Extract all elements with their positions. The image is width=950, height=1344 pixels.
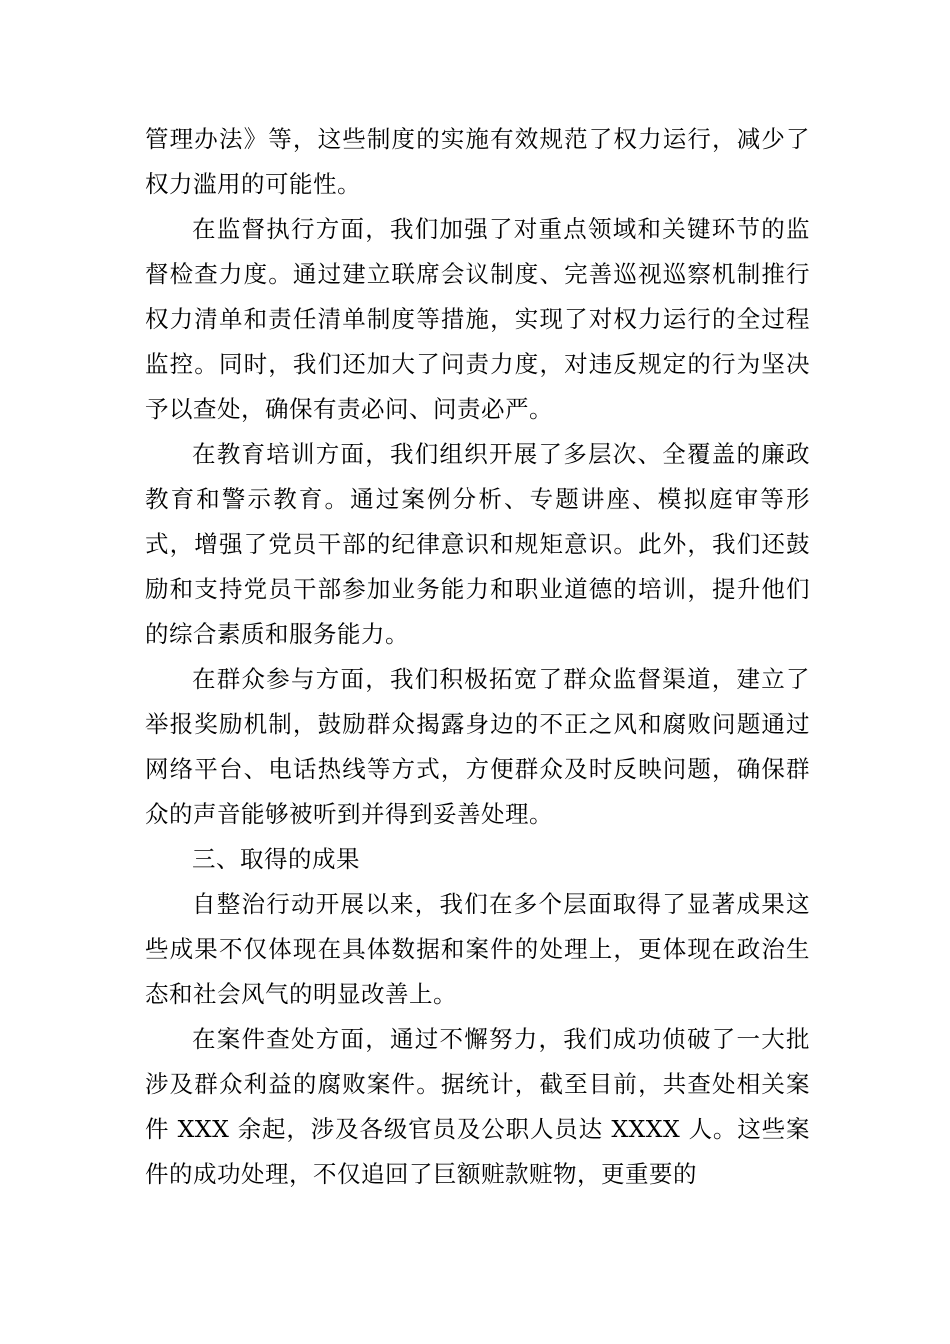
paragraph-achievements-intro: 自整治行动开展以来，我们在多个层面取得了显著成果这些成果不仅体现在具体数据和案件的处理上，更体现在政治生态和社会风气的明显改善上。 (145, 890, 810, 1008)
paragraph-continued: 管理办法》等，这些制度的实施有效规范了权力运行，减少了权力滥用的可能性。 (145, 125, 810, 198)
paragraph-case-handling: 在案件查处方面，通过不懈努力，我们成功侦破了一大批涉及群众利益的腐败案件。据统计，截至目前，共查处相关案件 XXX 余起，涉及各级官员及公职人员达 XXXX 人。这些案件的成功处理，不仅追回了巨额赃款赃物，更重要的 (145, 1025, 810, 1188)
section-heading-achievements: 三、取得的成果 (192, 845, 360, 873)
paragraph-supervision: 在监督执行方面，我们加强了对重点领域和关键环节的监督检查力度。通过建立联席会议制度、完善巡视巡察机制推行权力清单和责任清单制度等措施，实现了对权力运行的全过程监控。同时，我们还加大了问责力度，对违反规定的行为坚决予以查处，确保有责必问、问责必严。 (145, 215, 810, 423)
document-body (145, 117, 810, 1197)
paragraph-education: 在教育培训方面，我们组织开展了多层次、全覆盖的廉政教育和警示教育。通过案例分析、专题讲座、模拟庭审等形式，增强了党员干部的纪律意识和规矩意识。此外，我们还鼓励和支持党员干部参加业务能力和职业道德的培训，提升他们的综合素质和服务能力。 (145, 440, 810, 648)
paragraph-public-participation: 在群众参与方面，我们积极拓宽了群众监督渠道，建立了举报奖励机制，鼓励群众揭露身边的不正之风和腐败问题通过网络平台、电话热线等方式，方便群众及时反映问题，确保群众的声音能够被听到并得到妥善处理。 (145, 665, 810, 828)
